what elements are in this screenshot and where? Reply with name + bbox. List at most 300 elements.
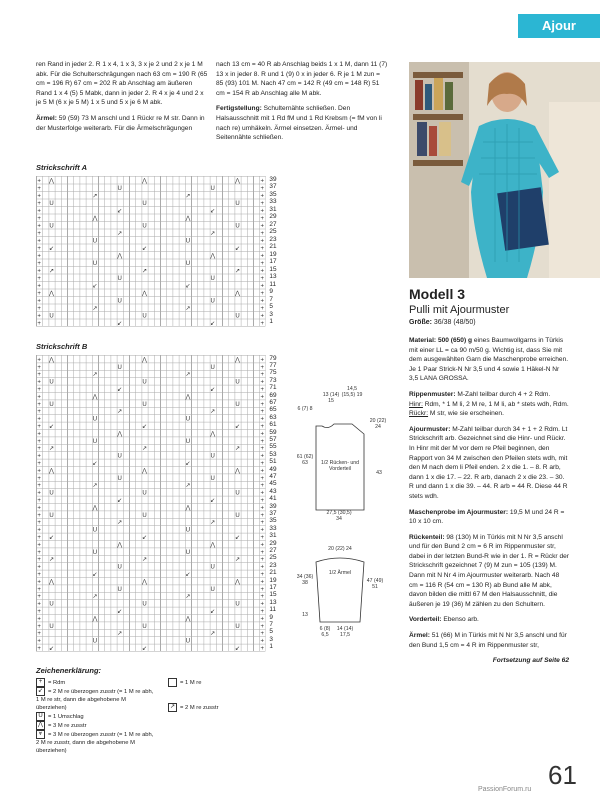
stitch-symbol: ↗: [117, 631, 123, 638]
edge-stitch-symbol: +: [260, 461, 265, 467]
chart-row-label: 15: [269, 265, 277, 273]
page-number: 61: [548, 760, 577, 790]
edge-stitch-symbol: +: [37, 298, 41, 305]
stitch-symbol: U: [142, 601, 147, 608]
stitch-symbol: U: [235, 490, 240, 497]
edge-stitch-symbol: +: [260, 401, 265, 408]
stitch-symbol: ↙: [185, 461, 191, 467]
stitch-symbol: ↙: [117, 387, 123, 393]
stitch-symbol: U: [185, 261, 191, 267]
stitch-symbol: U: [235, 223, 240, 230]
legend: [36, 666, 286, 755]
chart-row-label: 35: [269, 517, 277, 525]
stitch-symbol: ↙: [92, 461, 98, 467]
stitch-symbol: ⋀: [49, 579, 54, 586]
stitch-symbol: ⋀: [185, 616, 191, 623]
stitch-symbol: U: [210, 186, 215, 192]
edge-stitch-symbol: +: [260, 313, 265, 320]
chart-row-label: 73: [269, 376, 277, 384]
chart-row-label: 21: [269, 243, 277, 250]
body-piece-label: 1/2 Rücken- und Vorderteil: [320, 460, 360, 472]
edge-stitch-symbol: +: [37, 549, 41, 556]
stitch-symbol: U: [185, 416, 191, 423]
stitch-symbol: ↗: [185, 483, 191, 490]
edge-stitch-symbol: +: [37, 201, 41, 207]
chart-row-label: 3: [269, 635, 273, 643]
model-photo-illustration: [409, 62, 600, 278]
stitch-symbol: ↙: [48, 646, 55, 652]
stitch-symbol: ⋀: [117, 542, 123, 549]
stitch-symbol: U: [92, 638, 98, 645]
edge-stitch-symbol: +: [37, 579, 41, 586]
model-subtitle: Pulli mit Ajourmuster: [409, 304, 510, 316]
chart-b-grid: [36, 355, 266, 652]
chart-row-label: 11: [269, 280, 277, 288]
stitch-symbol: ↙: [117, 498, 123, 504]
edge-stitch-symbol: +: [260, 193, 265, 200]
edge-stitch-symbol: +: [37, 178, 41, 185]
chart-a-title: Strickschrift A: [36, 163, 87, 172]
needles-paragraph: Je 1 Paar Strick-N Nr 3,5 und 4 sowie 1 Häkel-N Nr 3,5 LANA GROSSA.: [409, 365, 560, 383]
stitch-symbol: ↙: [117, 321, 123, 327]
edge-stitch-symbol: +: [260, 438, 265, 445]
edge-stitch-symbol: +: [260, 475, 265, 482]
stitch-symbol: U: [235, 623, 240, 630]
edge-stitch-symbol: +: [260, 357, 265, 364]
chart-a-grid: [36, 176, 266, 327]
edge-stitch-symbol: +: [260, 261, 265, 267]
edge-stitch-symbol: +: [37, 438, 41, 445]
edge-stitch-symbol: +: [260, 416, 265, 423]
edge-stitch-symbol: +: [260, 372, 265, 379]
chart-row-label: 13: [269, 598, 277, 606]
stitch-symbol: ↗: [141, 268, 148, 275]
edge-stitch-symbol: +: [260, 379, 265, 386]
stitch-symbol: U: [235, 401, 240, 408]
stitch-symbol: ↙: [234, 424, 241, 430]
stitch-symbol: ↙: [210, 387, 216, 393]
model-size: Größe: 36/38 (48/50): [409, 319, 476, 326]
edge-stitch-symbol: +: [260, 490, 265, 497]
stitch-symbol: ↗: [210, 231, 216, 237]
stitch-symbol: ↗: [92, 372, 98, 379]
stitch-symbol: U: [49, 201, 54, 207]
edge-stitch-symbol: +: [260, 453, 265, 460]
chart-row-label: 37: [269, 183, 277, 190]
edge-stitch-symbol: +: [260, 283, 265, 290]
chart-row-label: 39: [269, 175, 277, 183]
back-paragraph: Rückenteil: 98 (130) M in Türkis mit N Nr 3,5 anschl und für den Bund 2 cm = 6 R im Rippenmuster str, dabei in der letzten Bund-R wie in der 1. R = Rückr der Strickschrift gezeichnet 7 (9) M zun = 105 (139) M. Dann mit N Nr 4 im Ajourmuster weiterarb. Nach 48 cm = 116 R (54 cm = 130 R) ab Bund alle M abk, davon bilden die mittl 67 M den Halsausschnitt, die äußeren je 19 (36) M zählen zu den Schultern.: [409, 533, 569, 608]
stitch-symbol: ⋀: [49, 468, 54, 475]
edge-stitch-symbol: +: [260, 638, 265, 645]
stitch-symbol: ⋀: [49, 178, 54, 185]
stitch-symbol: U: [49, 623, 54, 630]
edge-stitch-symbol: +: [260, 431, 265, 438]
stitch-symbol: ↗: [185, 306, 191, 312]
stitch-symbol: ⋀: [92, 505, 98, 512]
stitch-symbol: ⋀: [235, 357, 240, 364]
edge-stitch-symbol: +: [260, 394, 265, 401]
stitch-symbol: ↙: [48, 535, 55, 541]
edge-stitch-symbol: +: [37, 416, 41, 423]
stitch-symbol: U: [92, 527, 98, 534]
continue-note: Fortsetzung auf Seite 62: [492, 657, 569, 665]
stitch-symbol: ⋀: [117, 253, 123, 260]
dim-sleeve-height: 34 (36) 38: [296, 574, 314, 586]
stitch-symbol: ↗: [185, 193, 191, 200]
chart-row-label: 59: [269, 428, 277, 436]
chart-row-label: 31: [269, 532, 277, 540]
legend-item: ⩔ = 3 M re überzogen zusstr (= 1 M re abh, 2 M re zusstr, dann die abgehobene M überziehen): [36, 731, 154, 755]
stitch-symbol: U: [210, 298, 215, 305]
chart-row-label: 5: [269, 628, 273, 636]
edge-stitch-symbol: +: [37, 572, 41, 578]
edge-stitch-symbol: +: [37, 238, 41, 245]
edge-stitch-symbol: +: [37, 453, 41, 460]
edge-stitch-symbol: +: [37, 446, 41, 453]
edge-stitch-symbol: +: [37, 268, 41, 275]
stitch-symbol: ⋀: [185, 394, 191, 401]
stitch-symbol: ↗: [234, 557, 241, 564]
stitch-symbol: ↗: [92, 193, 98, 200]
stitch-symbol: ↗: [141, 446, 148, 453]
edge-stitch-symbol: +: [260, 238, 265, 245]
section-tag: Ajour: [518, 14, 600, 38]
chart-row-label: 7: [269, 620, 273, 628]
edge-stitch-symbol: +: [37, 193, 41, 200]
stitch-symbol: U: [49, 601, 54, 608]
stitch-symbol: U: [92, 438, 98, 445]
stitch-symbol: U: [142, 490, 147, 497]
site-watermark: PassionForum.ru: [478, 786, 532, 793]
stitch-symbol: U: [92, 549, 98, 556]
stitch-symbol: ↗: [185, 594, 191, 601]
chart-row-label: 41: [269, 495, 277, 503]
dim-neck-depth: 6 (7) 8: [297, 406, 313, 412]
legend-item: U = 1 Umschlag: [36, 712, 156, 721]
edge-stitch-symbol: +: [260, 201, 265, 207]
edge-stitch-symbol: +: [37, 623, 41, 630]
edge-stitch-symbol: +: [37, 512, 41, 519]
edge-stitch-symbol: +: [260, 564, 265, 571]
stitch-symbol: ↙: [234, 246, 241, 252]
edge-stitch-symbol: +: [260, 483, 265, 490]
edge-stitch-symbol: +: [37, 409, 41, 416]
chart-row-label: 1: [269, 643, 273, 651]
sleeve-paragraph: Ärmel: 59 (59) 73 M anschl und 1 Rückr re M str. Dann in der Musterfolge weiterarb. Für die Ärmelschrägungen: [36, 114, 205, 132]
ajour-paragraph: Ajourmuster: M-Zahl teilbar durch 34 + 1 + 2 Rdm. Lt Strickschrift arb. Gezeichnet sind die Hinr- und Rückr. In Hinr mit der M vor dem re Pfeil beginnen, den Rapport von 34 M zwischen den Pfeilen stets wdh, mit den M nach dem li Pfeil enden. 2 x die 1. – 8. R arb, dann 1 x die 17. – 22. R arb, danach 2 x die 23. – 30. R und dann 1 x die 39. – 44. R arb = 44 R. Diese 44 R stets wdh.: [409, 425, 568, 500]
edge-stitch-symbol: +: [260, 208, 265, 215]
legend-item: + = Rdm: [36, 678, 156, 687]
edge-stitch-symbol: +: [37, 313, 41, 320]
paragraph: nach 13 cm = 40 R ab Anschlag beids 1 x 1 M, dann 11 (7) 13 x in jeder 8. R und 1 (9) 0 x in jeder 6. R je 1 M zun = 85 (93) 101 M. Nach 47 cm = 142 R (49 cm = 148 R) 51 cm = 154 R ab Anschlag alle M abk.: [216, 61, 388, 97]
stitch-symbol: ⋀: [142, 291, 147, 297]
stitch-symbol: ↙: [92, 283, 98, 290]
material-paragraph: Material: 500 (650) g eines Baumwollgarns in Türkis mit einer LL = ca 90 m/50 g. Wichtig ist, dass Sie mit dem ausgewählten Garn die Maschenprobe erreichen.: [409, 337, 569, 364]
edge-stitch-symbol: +: [260, 446, 265, 453]
chart-row-label: 55: [269, 443, 277, 451]
edge-stitch-symbol: +: [260, 387, 265, 393]
stitch-symbol: ↙: [185, 572, 191, 578]
edge-stitch-symbol: +: [260, 424, 265, 430]
edge-stitch-symbol: +: [37, 253, 41, 260]
chart-row-label: 9: [269, 288, 273, 295]
edge-stitch-symbol: +: [260, 505, 265, 512]
sleeve-piece-label: 1/2 Ärmel: [328, 570, 352, 576]
stitch-symbol: ↙: [117, 208, 123, 215]
edge-stitch-symbol: +: [37, 261, 41, 267]
stitch-symbol: U: [92, 416, 98, 423]
stitch-symbol: U: [49, 490, 54, 497]
stitch-symbol: U: [49, 379, 54, 386]
chart-row-label: 13: [269, 273, 277, 280]
column-1-text: [36, 60, 208, 133]
edge-stitch-symbol: +: [260, 186, 265, 192]
stitch-symbol: ↙: [141, 246, 148, 252]
chart-row-label: 25: [269, 228, 277, 235]
edge-stitch-symbol: +: [37, 542, 41, 549]
edge-stitch-symbol: +: [37, 638, 41, 645]
front-paragraph: Vorderteil: Ebenso arb.: [409, 616, 479, 624]
stitch-symbol: ⋀: [92, 394, 98, 401]
chart-row-label: 65: [269, 406, 277, 414]
edge-stitch-symbol: +: [37, 208, 41, 215]
chart-row-label: 29: [269, 213, 277, 220]
edge-stitch-symbol: +: [37, 223, 41, 230]
chart-row-label: 63: [269, 413, 277, 421]
chart-row-label: 29: [269, 539, 277, 547]
dim-sleeve-length: 47 (49) 51: [366, 578, 384, 590]
dim-cuff-width-2: 14 (14) 17,5: [336, 626, 354, 638]
stitch-symbol: ↙: [92, 572, 98, 578]
chart-row-label: 35: [269, 190, 277, 198]
stitch-symbol: U: [49, 512, 54, 519]
stitch-symbol: ↙: [234, 535, 241, 541]
finishing-paragraph: Fertigstellung: Schulternähte schließen. Den Halsausschnitt mit 1 Rd fM und 1 Rd Krebsm (= fM von li nach re) umhäkeln. Ärmel einsetzen. Ärmel- und Seitennähte schließen.: [216, 105, 382, 142]
chart-row-label: 27: [269, 546, 277, 554]
dim-cuff-height: 13: [302, 612, 308, 618]
stitch-symbol: U: [235, 379, 240, 386]
chart-row-label: 47: [269, 472, 277, 480]
stitch-symbol: ↗: [92, 483, 98, 490]
model-photo: [409, 62, 600, 278]
stitch-symbol: U: [142, 201, 147, 207]
stitch-symbol: U: [142, 223, 147, 230]
edge-stitch-symbol: +: [37, 379, 41, 386]
edge-stitch-symbol: +: [260, 178, 265, 185]
edge-stitch-symbol: +: [37, 306, 41, 312]
chart-row-label: 43: [269, 487, 277, 495]
edge-stitch-symbol: +: [37, 461, 41, 467]
chart-row-label: 49: [269, 465, 277, 473]
edge-stitch-symbol: +: [260, 527, 265, 534]
chart-b: [36, 355, 276, 655]
chart-row-label: 69: [269, 391, 277, 399]
edge-stitch-symbol: +: [260, 321, 265, 327]
edge-stitch-symbol: +: [37, 498, 41, 504]
column-2-text: [216, 60, 388, 143]
rib-paragraph: Rippenmuster: M-Zahl teilbar durch 4 + 2 Rdm.: [409, 390, 551, 398]
stitch-symbol: ⋀: [142, 178, 147, 185]
edge-stitch-symbol: +: [37, 216, 41, 222]
chart-row-label: 23: [269, 561, 277, 569]
stitch-symbol: ↗: [48, 268, 55, 275]
edge-stitch-symbol: +: [37, 616, 41, 623]
rib-hin-paragraph: Hinr: Rdm, * 1 M li, 2 M re, 1 M li, ab * stets wdh, Rdm.: [409, 400, 569, 408]
chart-row-label: 33: [269, 198, 277, 205]
edge-stitch-symbol: +: [37, 601, 41, 608]
edge-stitch-symbol: +: [260, 594, 265, 601]
stitch-symbol: U: [235, 601, 240, 608]
chart-row-label: 53: [269, 450, 277, 458]
stitch-symbol: ↗: [48, 557, 55, 564]
edge-stitch-symbol: +: [260, 364, 265, 371]
edge-stitch-symbol: +: [260, 223, 265, 230]
stitch-symbol: ↗: [210, 520, 216, 527]
stitch-symbol: ↗: [210, 631, 216, 638]
edge-stitch-symbol: +: [260, 601, 265, 608]
chart-b-title: Strickschrift B: [36, 342, 88, 351]
edge-stitch-symbol: +: [37, 424, 41, 430]
stitch-symbol: U: [117, 586, 122, 593]
legend-item: ↙ = 2 M re überzogen zusstr (= 1 M re abh, 1 M re str, dann die abgehobene M überziehen): [36, 688, 154, 712]
edge-stitch-symbol: +: [37, 431, 41, 438]
edge-stitch-symbol: +: [260, 557, 265, 564]
edge-stitch-symbol: +: [260, 276, 265, 282]
edge-stitch-symbol: +: [37, 505, 41, 512]
stitch-symbol: ⋀: [142, 468, 147, 475]
stitch-symbol: ⋀: [235, 291, 240, 297]
stitch-symbol: ⋀: [92, 616, 98, 623]
stitch-symbol: ⋀: [235, 579, 240, 586]
dim-shoulder: 13 (14) 15: [322, 392, 340, 404]
chart-row-label: 61: [269, 421, 277, 429]
stitch-symbol: U: [142, 379, 147, 386]
stitch-symbol: U: [117, 364, 122, 371]
chart-row-label: 1: [269, 318, 273, 325]
edge-stitch-symbol: +: [260, 216, 265, 222]
stitch-symbol: U: [49, 223, 54, 230]
edge-stitch-symbol: +: [260, 498, 265, 504]
stitch-symbol: ↙: [141, 424, 148, 430]
chart-row-label: 37: [269, 509, 277, 517]
stitch-symbol: U: [210, 564, 215, 571]
stitch-symbol: ⋀: [142, 357, 147, 364]
edge-stitch-symbol: +: [260, 520, 265, 527]
stitch-symbol: U: [117, 298, 122, 305]
stitch-symbol: U: [210, 453, 215, 460]
stitch-symbol: U: [185, 238, 191, 245]
legend-title: Zeichenerklärung:: [36, 666, 102, 675]
edge-stitch-symbol: +: [37, 586, 41, 593]
edge-stitch-symbol: +: [37, 475, 41, 482]
edge-stitch-symbol: +: [37, 646, 41, 652]
stitch-symbol: U: [185, 438, 191, 445]
edge-stitch-symbol: +: [37, 394, 41, 401]
stitch-symbol: U: [142, 623, 147, 630]
edge-stitch-symbol: +: [260, 623, 265, 630]
stitch-symbol: ↗: [210, 409, 216, 416]
edge-stitch-symbol: +: [260, 542, 265, 549]
edge-stitch-symbol: +: [260, 631, 265, 638]
stitch-symbol: ↗: [117, 520, 123, 527]
chart-a: [36, 176, 276, 326]
stitch-symbol: ↗: [117, 231, 123, 237]
stitch-symbol: ↙: [210, 498, 216, 504]
stitch-symbol: U: [210, 586, 215, 593]
stitch-symbol: ↗: [117, 409, 123, 416]
column-3-text: [409, 336, 569, 666]
stitch-symbol: ⋀: [117, 431, 123, 438]
stitch-symbol: ⋀: [210, 253, 216, 260]
stitch-symbol: U: [142, 313, 147, 320]
edge-stitch-symbol: +: [260, 512, 265, 519]
edge-stitch-symbol: +: [37, 468, 41, 475]
edge-stitch-symbol: +: [37, 557, 41, 564]
dim-sleeve-top: 20 (22) 24: [328, 546, 352, 552]
stitch-symbol: U: [185, 527, 191, 534]
chart-row-label: 79: [269, 354, 277, 362]
edge-stitch-symbol: +: [37, 483, 41, 490]
stitch-symbol: ⋀: [49, 357, 54, 364]
edge-stitch-symbol: +: [37, 631, 41, 638]
chart-row-label: 51: [269, 458, 277, 466]
stitch-symbol: ↙: [48, 246, 55, 252]
stitch-symbol: ↗: [141, 557, 148, 564]
edge-stitch-symbol: +: [37, 291, 41, 297]
edge-stitch-symbol: +: [260, 268, 265, 275]
chart-row-label: 9: [269, 613, 273, 621]
edge-stitch-symbol: +: [37, 357, 41, 364]
chart-row-label: 45: [269, 480, 277, 488]
stitch-symbol: ⋀: [142, 579, 147, 586]
edge-stitch-symbol: +: [260, 298, 265, 305]
stitch-symbol: U: [210, 276, 215, 282]
stitch-symbol: ↗: [185, 372, 191, 379]
paragraph: ren Rand in jeder 2. R 1 x 4, 1 x 3, 3 x je 2 und 2 x je 1 M abk. Für die Schulterschrägungen nach 63 cm = 190 R (65 cm = 196 R) 67 cm = 202 R ab Anschlag am äußeren Rand 1 x 4 (5) 5 Mabk, dann in jeder 2. R 4 x je 4 und 2 x je 5 M (6 x je 5 M) 1 x 5 und 5 x je 6 M abk.: [36, 61, 208, 107]
legend-item: = 1 M re: [168, 678, 278, 687]
stitch-symbol: U: [49, 313, 54, 320]
edge-stitch-symbol: +: [37, 231, 41, 237]
stitch-symbol: U: [49, 401, 54, 408]
stitch-symbol: U: [235, 512, 240, 519]
stitch-symbol: ⋀: [235, 468, 240, 475]
edge-stitch-symbol: +: [37, 564, 41, 571]
dim-length: 61 (62) 63: [296, 454, 314, 466]
edge-stitch-symbol: +: [37, 609, 41, 615]
chart-row-label: 71: [269, 384, 277, 392]
stitch-symbol: ↙: [48, 424, 55, 430]
edge-stitch-symbol: +: [37, 535, 41, 541]
edge-stitch-symbol: +: [260, 468, 265, 475]
stitch-symbol: U: [185, 638, 191, 645]
edge-stitch-symbol: +: [37, 520, 41, 527]
edge-stitch-symbol: +: [37, 321, 41, 327]
stitch-symbol: U: [210, 364, 215, 371]
edge-stitch-symbol: +: [37, 401, 41, 408]
stitch-symbol: U: [235, 313, 240, 320]
chart-row-label: 5: [269, 303, 273, 310]
stitch-symbol: ↙: [141, 535, 148, 541]
edge-stitch-symbol: +: [260, 586, 265, 593]
chart-row-label: 77: [269, 361, 277, 369]
model-heading: [409, 286, 599, 326]
stitch-symbol: ↙: [234, 646, 241, 652]
chart-row-label: 75: [269, 369, 277, 377]
stitch-symbol: ⋀: [210, 542, 216, 549]
stitch-symbol: U: [142, 512, 147, 519]
stitch-symbol: ↙: [210, 321, 216, 327]
